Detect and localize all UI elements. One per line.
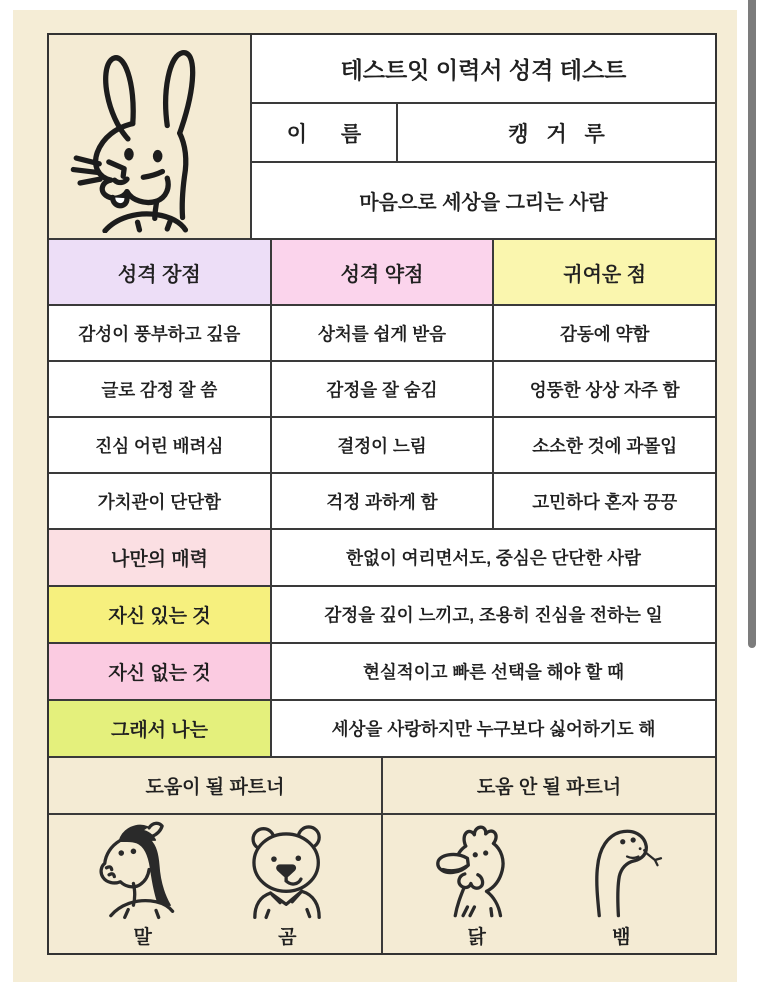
trait-cell: 감정을 잘 숨김 bbox=[272, 362, 495, 416]
bear-icon bbox=[236, 820, 338, 920]
animal-label: 곰 bbox=[278, 926, 297, 948]
trait-row bbox=[49, 418, 715, 474]
subtitle: 마음으로 세상을 그리는 사람 bbox=[359, 192, 608, 214]
header-right bbox=[252, 35, 715, 238]
animal-label: 말 bbox=[133, 926, 152, 948]
name-value: 캥 거 루 bbox=[508, 122, 611, 146]
snake-icon bbox=[570, 820, 672, 920]
summary-label: 그래서 나는 bbox=[49, 701, 272, 756]
scrollbar-thumb[interactable] bbox=[748, 0, 756, 648]
partner-headers bbox=[49, 758, 715, 815]
partner-animals bbox=[49, 815, 715, 953]
trait-cell: 엉뚱한 상상 자주 함 bbox=[494, 362, 715, 416]
trait-cell: 글로 감정 잘 씀 bbox=[49, 362, 272, 416]
trait-row bbox=[49, 362, 715, 418]
animal-label: 뱀 bbox=[612, 926, 631, 948]
horse-icon bbox=[92, 820, 194, 920]
partner-animal-snake bbox=[570, 820, 672, 949]
trait-cell: 가치관이 단단함 bbox=[49, 474, 272, 528]
name-label: 이 름 bbox=[252, 104, 398, 161]
summary-row-not-confident bbox=[49, 644, 715, 701]
trait-row bbox=[49, 306, 715, 362]
animal-label: 닭 bbox=[467, 926, 486, 948]
trait-cell: 고민하다 혼자 끙끙 bbox=[494, 474, 715, 528]
summary-row-so-i-am bbox=[49, 701, 715, 758]
trait-cell: 감성이 풍부하고 깊음 bbox=[49, 306, 272, 360]
column-header-weaknesses: 성격 약점 bbox=[272, 240, 495, 304]
chicken-icon bbox=[426, 820, 528, 920]
trait-cell: 결정이 느림 bbox=[272, 418, 495, 472]
trait-column-headers bbox=[49, 240, 715, 306]
personality-test-sheet bbox=[47, 33, 717, 955]
trait-cell: 진심 어린 배려심 bbox=[49, 418, 272, 472]
summary-value: 한없이 여리면서도, 중심은 단단한 사람 bbox=[272, 530, 715, 585]
summary-label: 자신 없는 것 bbox=[49, 644, 272, 699]
column-header-cute-points: 귀여운 점 bbox=[494, 240, 715, 304]
summary-value: 감정을 깊이 느끼고, 조용히 진심을 전하는 일 bbox=[272, 587, 715, 642]
trait-cell: 상처를 쉽게 받음 bbox=[272, 306, 495, 360]
page-title: 테스트잇 이력서 성격 테스트 bbox=[252, 35, 715, 104]
summary-label: 나만의 매력 bbox=[49, 530, 272, 585]
column-header-strengths: 성격 장점 bbox=[49, 240, 272, 304]
trait-cell: 소소한 것에 과몰입 bbox=[494, 418, 715, 472]
trait-cell: 감동에 약함 bbox=[494, 306, 715, 360]
summary-value: 현실적이고 빠른 선택을 해야 할 때 bbox=[272, 644, 715, 699]
summary-row-charm bbox=[49, 530, 715, 587]
good-partner-cell bbox=[49, 815, 383, 953]
bad-partner-cell bbox=[383, 815, 715, 953]
animal-portrait-cell bbox=[49, 35, 252, 238]
summary-value: 세상을 사랑하지만 누구보다 싫어하기도 해 bbox=[272, 701, 715, 756]
partner-animal-chicken bbox=[426, 820, 528, 949]
summary-label: 자신 있는 것 bbox=[49, 587, 272, 642]
name-row bbox=[252, 104, 715, 163]
bad-partner-header: 도움 안 될 파트너 bbox=[383, 758, 715, 813]
partner-animal-horse bbox=[92, 820, 194, 949]
summary-row-confident bbox=[49, 587, 715, 644]
trait-row bbox=[49, 474, 715, 530]
header-section bbox=[49, 35, 715, 240]
trait-cell: 걱정 과하게 함 bbox=[272, 474, 495, 528]
rabbit-icon bbox=[59, 41, 241, 233]
good-partner-header: 도움이 될 파트너 bbox=[49, 758, 383, 813]
partner-animal-bear bbox=[236, 820, 338, 949]
